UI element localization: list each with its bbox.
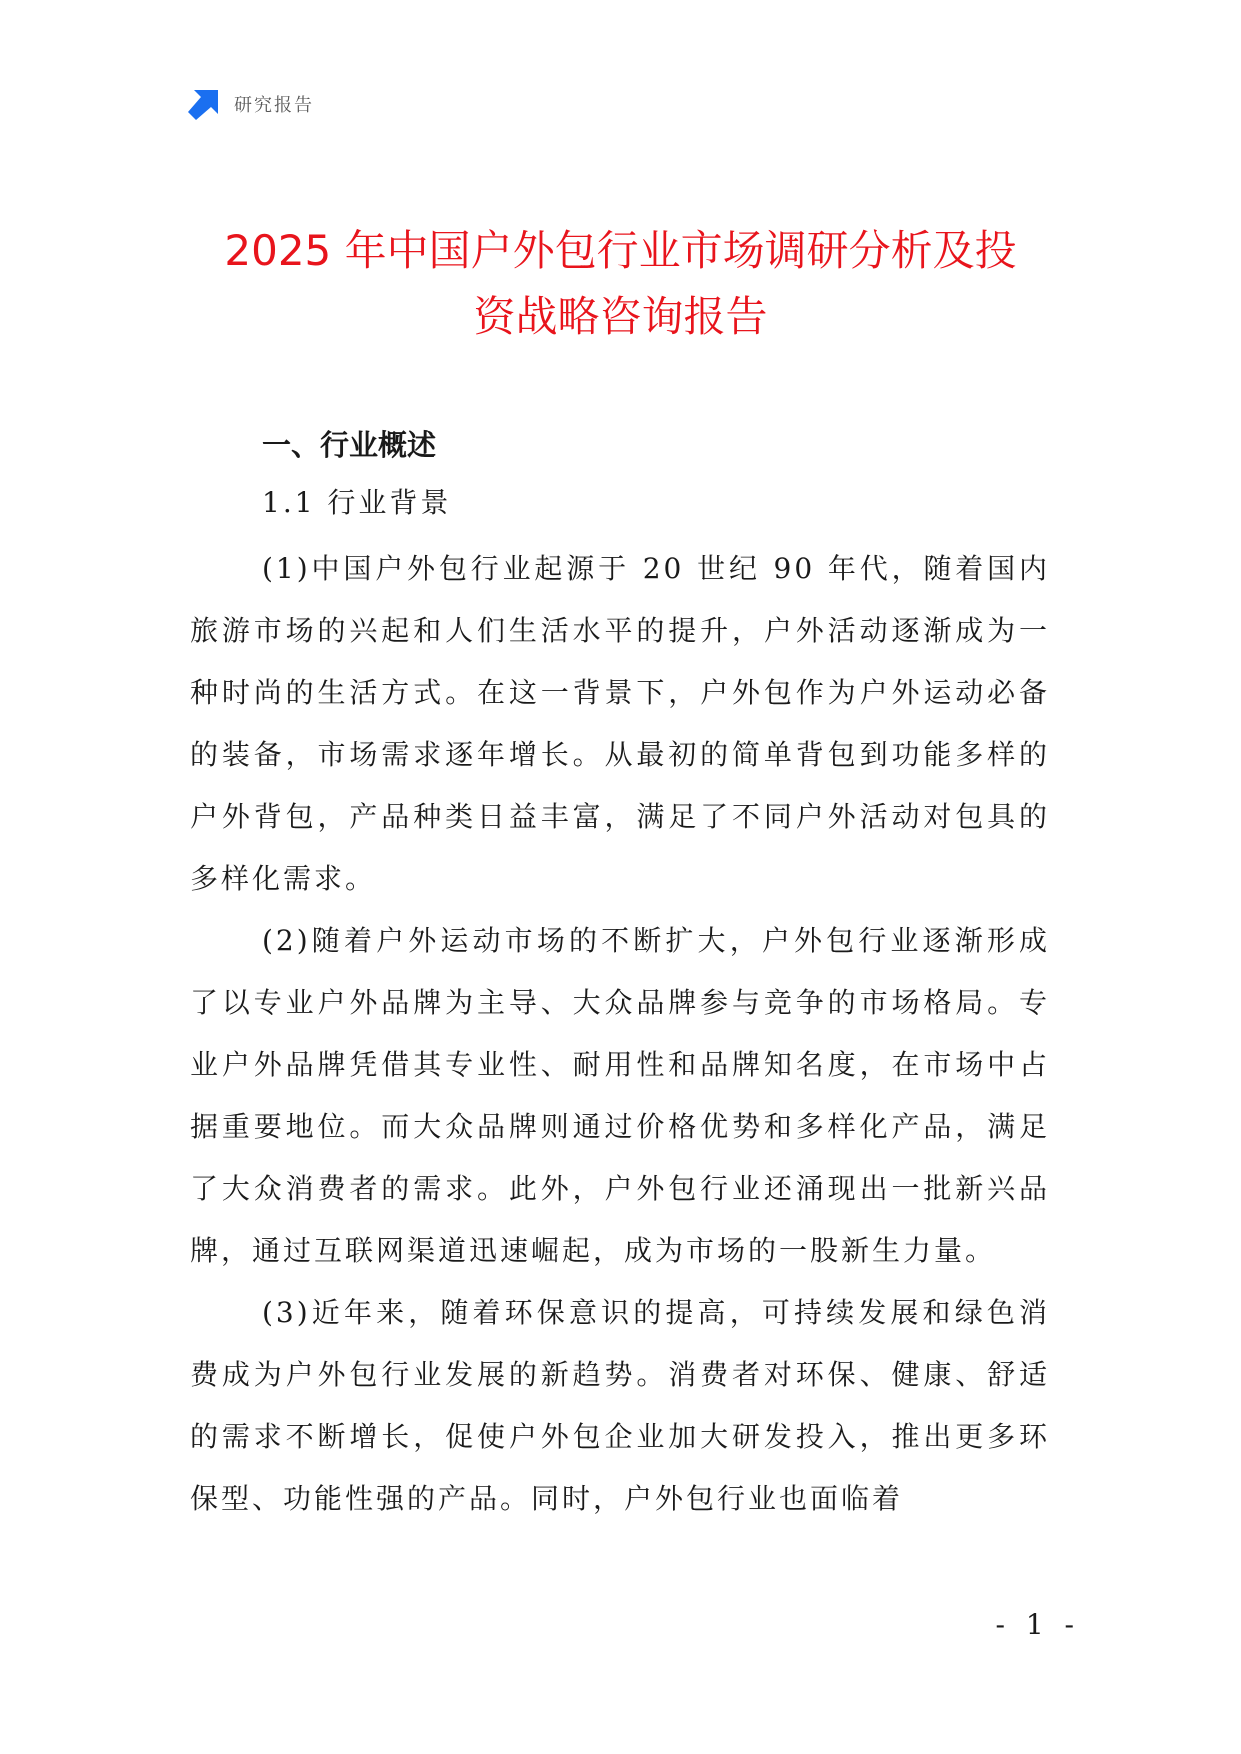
paragraph-1: (1)中国户外包行业起源于 20 世纪 90 年代，随着国内旅游市场的兴起和人们生活水平的提升，户外活动逐渐成为一种时尚的生活方式。在这一背景下，户外包作为户外运动必备的装备，市场需求逐年增长。从最初的简单背包到功能多样的户外背包，产品种类日益丰富，满足了不同户外活动对包具的多样化需求。 bbox=[190, 552, 1050, 895]
paragraph-2: (2)随着户外运动市场的不断扩大，户外包行业逐渐形成了以专业户外品牌为主导、大众品牌参与竞争的市场格局。专业户外品牌凭借其专业性、耐用性和品牌知名度，在市场中占据重要地位。而大众品牌则通过价格优势和多样化产品，满足了大众消费者的需求。此外，户外包行业还涌现出一批新兴品牌，通过互联网渠道迅速崛起，成为市场的一股新生力量。 bbox=[190, 924, 1050, 1267]
document-title bbox=[150, 218, 1091, 350]
subsection-heading: 1.1 行业背景 bbox=[262, 486, 452, 519]
document-body bbox=[190, 416, 1050, 1530]
page-header bbox=[188, 88, 314, 120]
arrow-up-right-icon bbox=[188, 88, 220, 120]
paragraph-3: (3)近年来，随着环保意识的提高，可持续发展和绿色消费成为户外包行业发展的新趋势。消费者对环保、健康、舒适的需求不断增长，促使户外包企业加大研发投入，推出更多环保型、功能性强的产品。同时，户外包行业也面临着 bbox=[190, 1296, 1050, 1515]
title-line-1: 2025 年中国户外包行业市场调研分析及投 bbox=[224, 226, 1017, 275]
section-heading: 一、行业概述 bbox=[262, 428, 437, 462]
title-line-2: 资战略咨询报告 bbox=[473, 292, 768, 341]
page-number: - 1 - bbox=[995, 1608, 1080, 1641]
header-label: 研究报告 bbox=[234, 95, 314, 116]
